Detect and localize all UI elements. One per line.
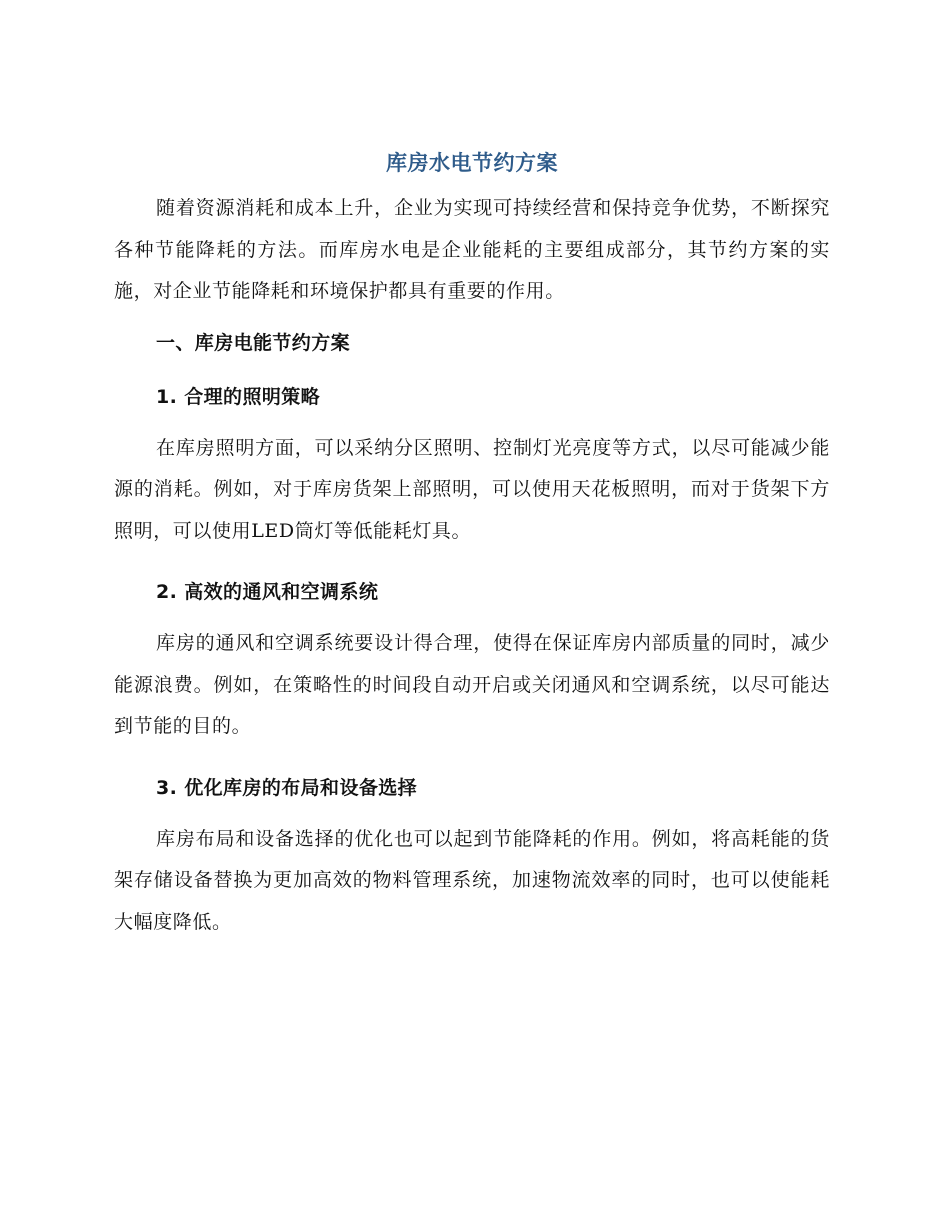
document-title: 库房水电节约方案 (386, 151, 558, 175)
subsection-heading-ventilation: 2. 高效的通风和空调系统 (156, 581, 379, 603)
subsection-heading-layout: 3. 优化库房的布局和设备选择 (156, 776, 418, 799)
subsection-heading-lighting: 1. 合理的照明策略 (156, 385, 321, 408)
section-heading-electricity: 一、库房电能节约方案 (156, 331, 351, 354)
paragraph-layout: 库房布局和设备选择的优化也可以起到节能降耗的作用。例如，将高耗能的货架存储设备替换为更加高效的物料管理系统，加速物流效率的同时，也可以使能耗大幅度降低。 (114, 827, 830, 933)
intro-paragraph: 随着资源消耗和成本上升，企业为实现可持续经营和保持竞争优势，不断探究各种节能降耗的方法。而库房水电是企业能耗的主要组成部分，其节约方案的实施，对企业节能降耗和环境保护都具有重要的作用。 (114, 197, 830, 302)
paragraph-ventilation: 库房的通风和空调系统要设计得合理，使得在保证库房内部质量的同时，减少能源浪费。例如，在策略性的时间段自动开启或关闭通风和空调系统，以尽可能达到节能的目的。 (114, 632, 830, 737)
paragraph-lighting: 在库房照明方面，可以采纳分区照明、控制灯光亮度等方式，以尽可能减少能源的消耗。例如，对于库房货架上部照明，可以使用天花板照明，而对于货架下方照明，可以使用LED筒灯等低能耗灯具。 (114, 436, 830, 542)
document-body (114, 146, 830, 943)
